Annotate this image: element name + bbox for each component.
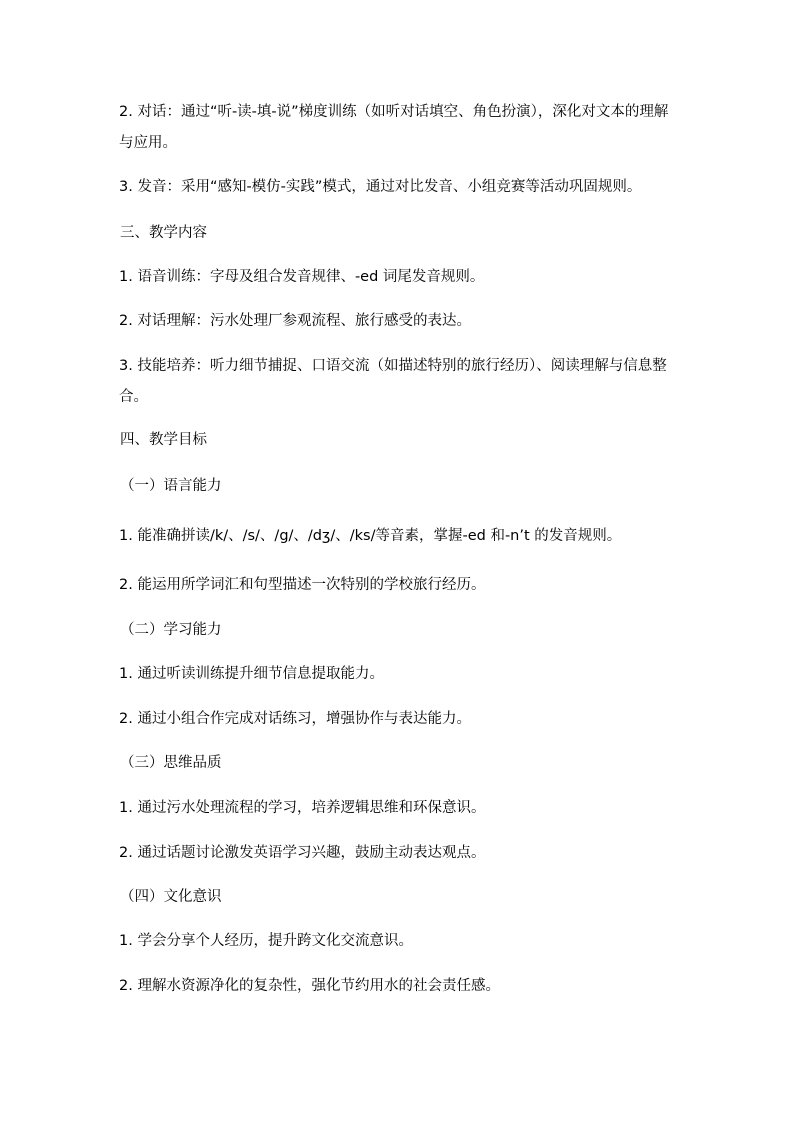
learning-objective-1: 1. 通过听读训练提升细节信息提取能力。 [119, 666, 384, 682]
culture-objective-2: 2. 理解水资源净化的复杂性，强化节约用水的社会责任感。 [119, 978, 500, 994]
language-objective-1: 1. 能准确拼读/k/、/s/、/g/、/dʒ/、/ks/等音素，掌握-ed 和-n’t 的发音规则。 [119, 528, 622, 544]
section-heading-content: 三、教学内容 [120, 225, 207, 241]
subheading-cultural-awareness: （四）文化意识 [120, 889, 222, 905]
thinking-objective-1: 1. 通过污水处理流程的学习，培养逻辑思维和环保意识。 [119, 800, 486, 816]
section-heading-objectives: 四、教学目标 [120, 432, 207, 448]
subheading-learning-ability: （二）学习能力 [120, 622, 222, 638]
content-item-3: 3. 技能培养：听力细节捕捉、口语交流（如描述特别的旅行经历）、阅读理解与信息整 [119, 358, 667, 374]
learning-objective-2: 2. 通过小组合作完成对话练习，增强协作与表达能力。 [119, 711, 471, 727]
thinking-objective-2: 2. 通过话题讨论激发英语学习兴趣，鼓励主动表达观点。 [119, 845, 486, 861]
paragraph-dialogue-method-cont: 与应用。 [119, 135, 177, 151]
paragraph-dialogue-method: 2. 对话：通过“听-读-填-说”梯度训练（如听对话填空、角色扮演），深化对文本的理解 [119, 104, 669, 120]
culture-objective-1: 1. 学会分享个人经历，提升跨文化交流意识。 [119, 933, 413, 949]
content-item-2: 2. 对话理解：污水处理厂参观流程、旅行感受的表达。 [119, 313, 471, 329]
language-objective-2: 2. 能运用所学词汇和句型描述一次特别的学校旅行经历。 [119, 577, 486, 593]
paragraph-pronunciation-method: 3. 发音：采用“感知-模仿-实践”模式，通过对比发音、小组竞赛等活动巩固规则。 [119, 179, 642, 195]
subheading-thinking-quality: （三）思维品质 [120, 755, 222, 771]
content-item-1: 1. 语音训练：字母及组合发音规律、-ed 词尾发音规则。 [119, 269, 485, 285]
subheading-language-ability: （一）语言能力 [120, 478, 222, 494]
content-item-3-cont: 合。 [119, 389, 148, 405]
